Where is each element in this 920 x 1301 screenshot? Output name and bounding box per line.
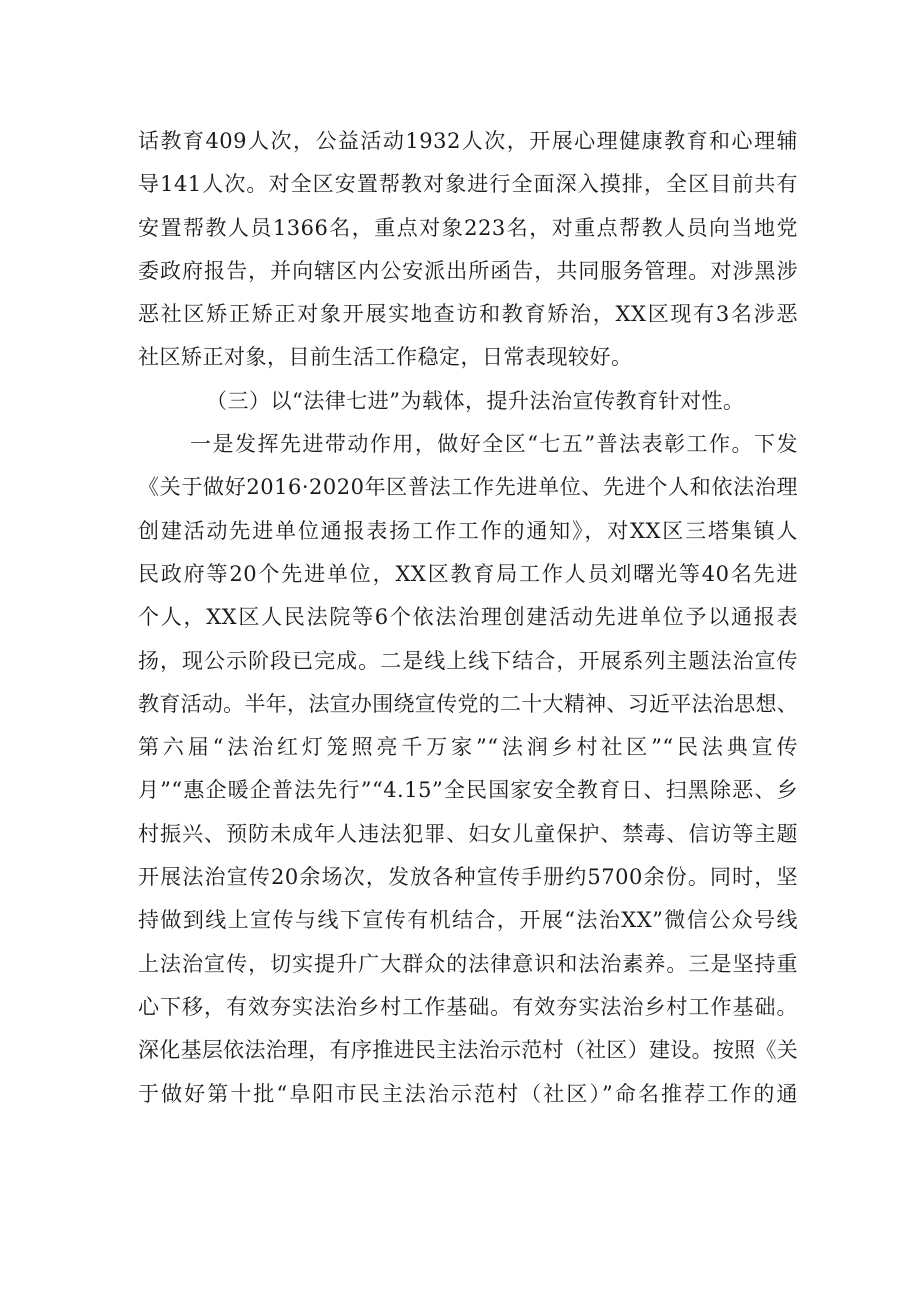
- text-line: 导141人次。对全区安置帮教对象进行全面深入摸排，全区目前共有: [138, 172, 798, 197]
- text-line: 安置帮教人员1366名，重点对象223名，对重点帮教人员向当地党: [138, 215, 798, 240]
- text-line: 话教育409人次，公益活动1932人次，开展心理健康教育和心理辅: [138, 129, 798, 153]
- text-line: 恶社区矫正矫正对象开展实地查访和教育矫治，XX区现有3名涉恶: [138, 302, 798, 327]
- body-text: [138, 120, 798, 1116]
- text-line: 教育活动。半年，法宣办围绕宣传党的二十大精神、习近平法治思想、: [138, 691, 798, 716]
- text-line: 月”“惠企暖企普法先行”“4.15”全民国家安全教育日、扫黑除恶、乡: [138, 778, 798, 803]
- text-line: 持做到线上宣传与线下宣传有机结合，开展“法治XX”微信公众号线: [138, 908, 798, 933]
- paragraph-first-line: 一是发挥先进带动作用，做好全区“七五”普法表彰工作。下发: [190, 432, 798, 457]
- text-line: 开展法治宣传20余场次，发放各种宣传手册约5700余份。同时，坚: [138, 865, 798, 890]
- text-line: 民政府等20个先进单位，XX区教育局工作人员刘曙光等40名先进: [138, 561, 798, 586]
- text-line: 村振兴、预防未成年人违法犯罪、妇女儿童保护、禁毒、信访等主题: [138, 821, 798, 846]
- text-line: 第六届“法治红灯笼照亮千万家”“法润乡村社区”“民法典宣传: [138, 735, 798, 760]
- text-line: 上法治宣传，切实提升广大群众的法律意识和法治素养。三是坚持重: [138, 951, 798, 976]
- text-line: 深化基层依法治理，有序推进民主法治示范村（社区）建设。按照《关: [138, 1038, 798, 1063]
- text-line: 心下移，有效夯实法治乡村工作基础。有效夯实法治乡村工作基础。: [138, 994, 798, 1019]
- text-line: 创建活动先进单位通报表扬工作工作的通知》，对XX区三塔集镇人: [138, 518, 798, 543]
- text-line: 《关于做好2016·2020年区普法工作先进单位、先进个人和依法治理: [138, 475, 798, 500]
- text-line: 于做好第十批“阜阳市民主法治示范村（社区）”命名推荐工作的通: [138, 1081, 798, 1106]
- text-line: 扬，现公示阶段已完成。二是线上线下结合，开展系列主题法治宣传: [138, 648, 798, 673]
- text-line: 社区矫正对象，目前生活工作稳定，日常表现较好。: [138, 345, 633, 370]
- section-heading: （三）以“法律七进”为载体，提升法治宣传教育针对性。: [206, 388, 745, 413]
- text-line: 委政府报告，并向辖区内公安派出所函告，共同服务管理。对涉黑涉: [138, 258, 798, 283]
- text-line: 个人，XX区人民法院等6个依法治理创建活动先进单位予以通报表: [138, 605, 798, 630]
